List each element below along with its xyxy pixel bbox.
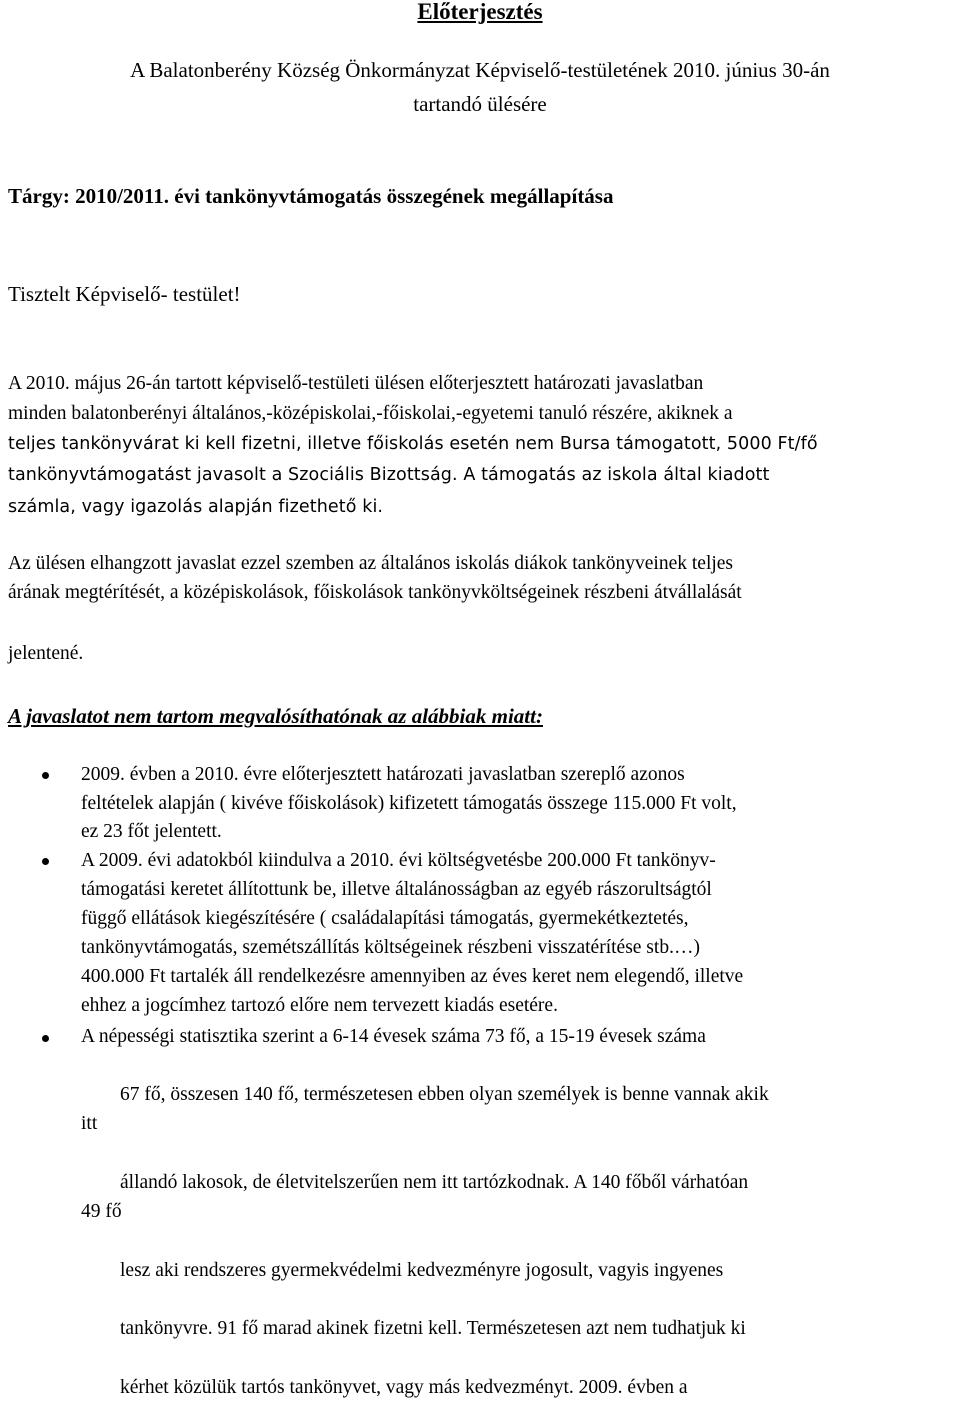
bullet-3-line: tankönyvre. 91 fő marad akinek fizetni kell. Természetesen azt nem tudhatjuk ki [120, 1318, 746, 1339]
paragraph-2-line: Az ülésen elhangzott javaslat ezzel szemben az általános iskolás diákok tankönyveinek teljes [8, 553, 734, 574]
salutation: Tisztelt Képviselő- testület! [8, 282, 241, 306]
subtitle-line-2: tartandó ülésére [413, 92, 547, 116]
bullet-2-line: 400.000 Ft tartalék áll rendelkezésre amennyiben az éves keret nem elegendő, illetve [81, 966, 744, 987]
bullet-3-line: itt [81, 1113, 98, 1134]
bullet-dot [42, 1035, 49, 1042]
paragraph-1-line: teljes tankönyvárat ki kell fizetni, illetve főiskolás esetén nem Bursa támogatott, 5000 Ft/fő [8, 434, 818, 454]
bullet-3-line: A népességi statisztika szerint a 6-14 évesek száma 73 fő, a 15-19 évesek száma [81, 1026, 706, 1047]
document-title: Előterjesztés [417, 0, 543, 24]
paragraph-2-line: árának megtérítését, a középiskolások, főiskolások tankönyvköltségeinek részbeni átvállalását [8, 582, 742, 603]
bullet-1-line: ez 23 főt jelentett. [81, 821, 222, 842]
bullet-dot [42, 858, 49, 865]
subject-line: Tárgy: 2010/2011. évi tankönyvtámogatás összegének megállapítása [8, 184, 614, 208]
bullet-3-line: állandó lakosok, de életvitelszerűen nem itt tartózkodnak. A 140 főből várhatóan [120, 1172, 749, 1193]
bullet-2-line: ehhez a jogcímhez tartozó előre nem tervezett kiadás esetére. [81, 995, 558, 1016]
section-heading: A javaslatot nem tartom megvalósíthatónak az alábbiak miatt: [8, 704, 543, 728]
bullet-dot [42, 772, 49, 779]
bullet-3-line: 49 fő [81, 1201, 122, 1222]
subtitle-line-1: A Balatonberény Község Önkormányzat Képviselő-testületének 2010. június 30-án [130, 58, 830, 82]
paragraph-1-line: A 2010. május 26-án tartott képviselő-testületi ülésen előterjesztett határozati javaslatban [8, 373, 704, 394]
bullet-1-line: feltételek alapján ( kivéve főiskolások) kifizetett támogatás összege 115.000 Ft volt, [81, 793, 737, 814]
bullet-2-line: A 2009. évi adatokból kiindulva a 2010. évi költségvetésbe 200.000 Ft tankönyv- [81, 850, 716, 871]
bullet-2-line: támogatási keretet állítottunk be, illetve általánosságban az egyéb rászorultságtól [81, 879, 712, 900]
bullet-3-line: kérhet közülük tartós tankönyvet, vagy más kedvezményt. 2009. évben a [120, 1377, 688, 1398]
bullet-2-line: függő ellátások kiegészítésére ( családalapítási támogatás, gyermekétkeztetés, [81, 908, 689, 929]
paragraph-1-line: számla, vagy igazolás alapján fizethető ki. [8, 497, 384, 517]
bullet-2-line: tankönyvtámogatás, szemétszállítás költségeinek részbeni visszatérítése stb.…) [81, 937, 700, 958]
paragraph-2-line: jelentené. [8, 643, 84, 664]
bullet-3-line: 67 fő, összesen 140 fő, természetesen ebben olyan személyek is benne vannak akik [120, 1084, 769, 1105]
bullet-3-line: lesz aki rendszeres gyermekvédelmi kedvezményre jogosult, vagyis ingyenes [120, 1260, 724, 1281]
bullet-1-line: 2009. évben a 2010. évre előterjesztett határozati javaslatban szereplő azonos [81, 764, 685, 785]
paragraph-1-line: tankönyvtámogatást javasolt a Szociális Bizottság. A támogatás az iskola által kiadott [8, 465, 770, 485]
paragraph-1-line: minden balatonberényi általános,-középiskolai,-főiskolai,-egyetemi tanuló részére, akiknek a [8, 403, 733, 424]
